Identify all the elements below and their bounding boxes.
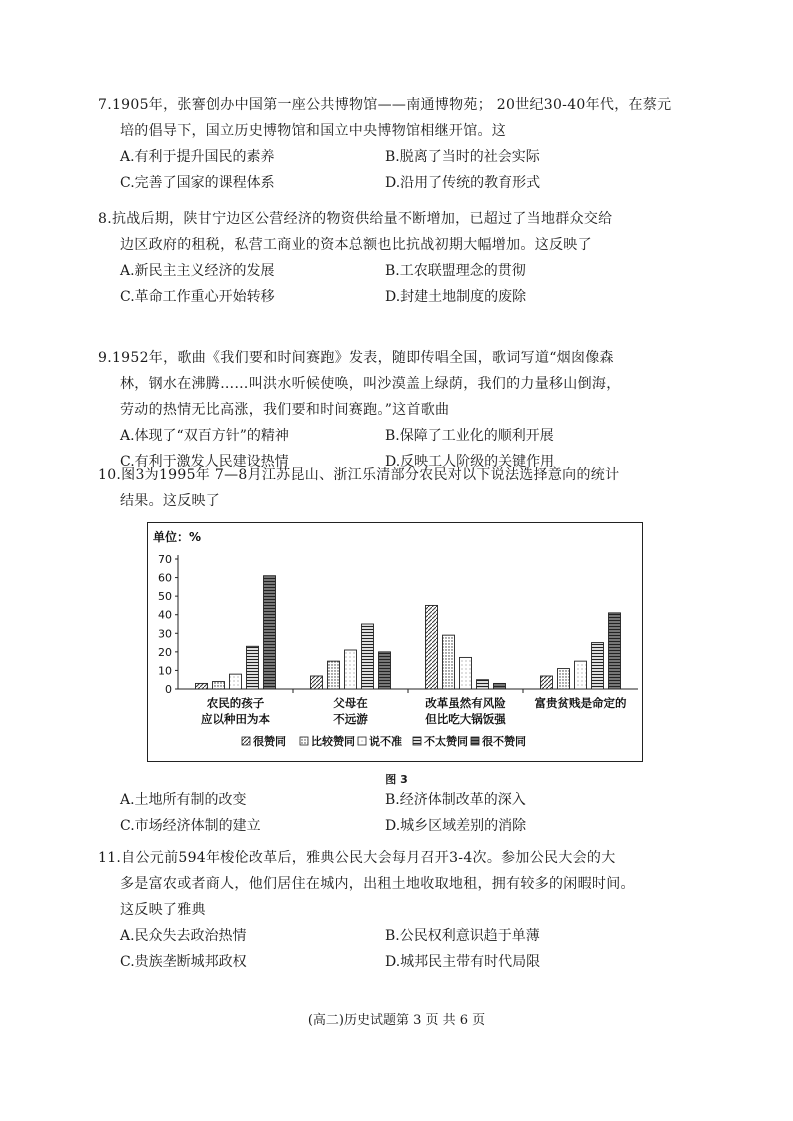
option-a[interactable]: A.土地所有制的改变 [120, 792, 247, 808]
y-tick-label: 70 [158, 553, 172, 566]
question-number: 7. [98, 97, 112, 113]
legend-swatch [471, 737, 479, 745]
bar-2-2 [460, 657, 472, 689]
question-text [98, 462, 698, 514]
option-c[interactable]: C.完善了国家的课程体系 [120, 175, 275, 191]
option-c[interactable]: C.贵族垄断城邦政权 [120, 954, 247, 970]
question-number: 8. [98, 211, 112, 227]
question-text [98, 206, 698, 258]
question-number: 11. [98, 850, 122, 866]
category-label: 父母在 [333, 696, 368, 710]
question-line: 1952年，歌曲《我们要和时间赛跑》发表，随即传唱全国，歌词写道“烟囱像森 [111, 350, 614, 366]
question-line: 1905年，张謇创办中国第一座公共博物馆——南通博物苑； 20世纪30-40年代，在蔡元 [111, 97, 672, 113]
question-2 [98, 345, 698, 475]
y-tick-label: 10 [158, 664, 172, 678]
question-line: 多是富农或者商人，他们居住在城内，出租土地收取地租，拥有较多的闲暇时间。 [120, 876, 635, 892]
answer-options [98, 144, 698, 196]
question-text [98, 345, 698, 423]
page-footer: (高二)历史试题第 3 页 共 6 页 [307, 1013, 486, 1028]
bar-chart-svg [148, 523, 642, 761]
bar-0-1 [213, 682, 225, 689]
option-c[interactable]: C.革命工作重心开始转移 [120, 289, 275, 305]
legend-swatch [413, 737, 421, 745]
chart-caption: 图 3 [385, 773, 408, 786]
category-label: 但比吃大锅饭强 [425, 712, 506, 726]
bar-chart [147, 522, 643, 762]
chart-unit-label: 单位：% [153, 530, 202, 544]
question-number: 10. [98, 467, 122, 483]
option-d[interactable]: D.反映工人阶级的关键作用 [385, 454, 555, 470]
option-b[interactable]: B.经济体制改革的深入 [385, 792, 526, 808]
option-a[interactable]: A.新民主主义经济的发展 [120, 263, 275, 279]
question-line: 这反映了雅典 [120, 902, 206, 918]
legend-swatch [358, 737, 366, 745]
option-b[interactable]: B.工农联盟理念的贯彻 [385, 263, 526, 279]
y-tick-label: 0 [165, 683, 172, 696]
bar-2-3 [477, 680, 489, 689]
bar-0-0 [196, 683, 208, 689]
option-c[interactable]: C.市场经济体制的建立 [120, 818, 261, 834]
question-text [98, 92, 698, 144]
bar-2-4 [494, 683, 506, 689]
y-tick-label: 50 [158, 590, 172, 604]
question-line: 结果。这反映了 [120, 493, 221, 509]
question-text [98, 845, 698, 923]
legend-label: 说不准 [369, 735, 402, 748]
option-d[interactable]: D.沿用了传统的教育形式 [385, 175, 541, 191]
bar-1-4 [379, 652, 391, 689]
category-label: 不远游 [333, 712, 368, 726]
bar-3-0 [541, 676, 553, 689]
question-4 [98, 845, 698, 975]
bar-2-1 [443, 635, 455, 689]
answer-options [98, 787, 698, 839]
question-0 [98, 92, 698, 196]
question-line: 林，钢水在沸腾……叫洪水听候使唤，叫沙漠盖上绿荫，我们的力量移山倒海， [120, 376, 621, 392]
legend-swatch [242, 737, 250, 745]
question-1 [98, 206, 698, 310]
bar-3-2 [575, 661, 587, 689]
option-a[interactable]: A.有利于提升国民的素养 [120, 149, 275, 165]
answer-options [98, 258, 698, 310]
bar-2-0 [426, 605, 438, 689]
legend-label: 不太赞同 [424, 735, 468, 748]
bar-0-3 [247, 646, 259, 689]
option-b[interactable]: B.公民权利意识趋于单薄 [385, 928, 540, 944]
y-tick-label: 60 [158, 571, 172, 585]
category-label: 应以种田为本 [201, 712, 270, 726]
option-b[interactable]: B.保障了工业化的顺利开展 [385, 428, 554, 444]
bar-3-1 [558, 669, 570, 689]
legend-label: 很不赞同 [482, 735, 526, 748]
category-label: 富贵贫贱是命定的 [534, 696, 627, 710]
legend-swatch [300, 737, 308, 745]
option-a[interactable]: A.体现了“双百方针”的精神 [120, 428, 289, 444]
option-c[interactable]: C.有利于激发人民建设热情 [120, 454, 289, 470]
bar-0-4 [264, 576, 276, 689]
answer-options [98, 923, 698, 975]
question-line: 边区政府的租税，私营工商业的资本总额也比抗战初期大幅增加。这反映了 [120, 237, 592, 253]
question-line: 图3为1995年 7—8月江苏昆山、浙江乐清部分农民对以下说法选择意向的统计 [121, 467, 620, 483]
option-d[interactable]: D.城乡区域差别的消除 [385, 818, 527, 834]
legend-label: 很赞同 [253, 735, 286, 748]
bar-1-0 [311, 676, 323, 689]
option-d[interactable]: D.城邦民主带有时代局限 [385, 954, 541, 970]
question-line: 抗战后期，陕甘宁边区公营经济的物资供给量不断增加，已超过了当地群众交给 [111, 211, 613, 227]
question-line: 培的倡导下，国立历史博物馆和国立中央博物馆相继开馆。这 [120, 123, 507, 139]
y-tick-label: 30 [158, 627, 172, 641]
bar-1-1 [328, 661, 340, 689]
question-number: 9. [98, 350, 112, 366]
bar-3-3 [592, 643, 604, 689]
category-label: 改革虽然有风险 [425, 696, 506, 710]
bar-3-4 [609, 613, 621, 689]
question-line: 劳动的热情无比高涨，我们要和时间赛跑。”这首歌曲 [120, 402, 450, 418]
bar-0-2 [230, 674, 242, 689]
option-d[interactable]: D.封建土地制度的废除 [385, 289, 527, 305]
question-line: 自公元前594年梭伦改革后，雅典公民大会每月召开3-4次。参加公民大会的大 [121, 850, 616, 866]
option-a[interactable]: A.民众失去政治热情 [120, 928, 247, 944]
category-label: 农民的孩子 [206, 696, 265, 710]
bar-1-3 [362, 624, 374, 689]
y-tick-label: 40 [158, 608, 172, 622]
bar-1-2 [345, 650, 357, 689]
legend-label: 比较赞同 [311, 735, 355, 748]
y-tick-label: 20 [158, 645, 172, 659]
option-b[interactable]: B.脱离了当时的社会实际 [385, 149, 540, 165]
